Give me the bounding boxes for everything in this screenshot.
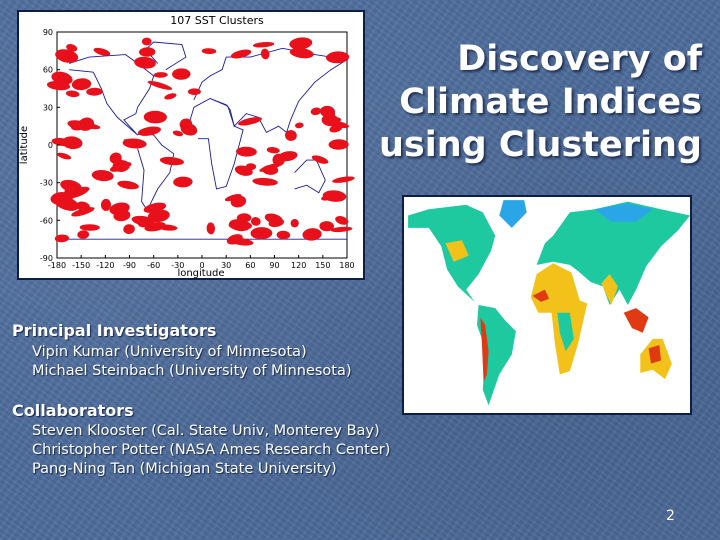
sst-clusters-figure [17, 10, 365, 280]
sst-plot-title: 107 SST Clusters [170, 14, 264, 27]
title-line-3: using Clustering [378, 125, 702, 165]
investigator-1: Vipin Kumar (University of Minnesota) [32, 344, 307, 360]
principal-investigators-heading: Principal Investigators [12, 321, 217, 340]
y-tick-label: 0 [47, 141, 53, 150]
x-tick-label: 90 [269, 261, 280, 270]
collaborator-1: Steven Klooster (Cal. State Univ, Monterey Bay) [32, 423, 380, 439]
world-map-image [404, 197, 690, 413]
x-tick-label: -60 [147, 261, 161, 270]
title-line-1: Discovery of [457, 39, 702, 79]
x-tick-label: -120 [96, 261, 115, 270]
y-tick-label: 90 [42, 28, 53, 37]
y-tick-label: -90 [39, 254, 53, 263]
x-tick-label: 30 [221, 261, 232, 270]
x-tick-label: 120 [291, 261, 307, 270]
climate-index-map [402, 195, 692, 415]
investigator-2: Michael Steinbach (University of Minnesota) [32, 363, 352, 379]
sst-clusters-plot [19, 12, 363, 278]
slide-title [362, 38, 702, 167]
x-tick-label: -90 [122, 261, 137, 270]
collaborators-heading: Collaborators [12, 401, 134, 420]
sst-cluster [188, 88, 201, 95]
y-axis-label: latitude [19, 125, 30, 165]
title-line-2: Climate Indices [399, 82, 702, 122]
slide-number: 2 [666, 508, 675, 524]
x-tick-label: 0 [199, 261, 205, 270]
y-tick-label: -30 [39, 178, 53, 188]
collaborator-3: Pang-Ning Tan (Michigan State University) [32, 461, 337, 477]
y-tick-label: 60 [42, 65, 53, 75]
y-tick-label: 30 [42, 103, 53, 113]
collaborator-2: Christopher Potter (NASA Ames Research Center) [32, 442, 391, 458]
x-tick-label: -30 [171, 261, 185, 270]
x-tick-label: -150 [72, 261, 91, 270]
y-tick-label: -60 [39, 216, 53, 226]
x-tick-label: 180 [339, 261, 355, 270]
x-axis-label: longitude [177, 268, 225, 278]
x-tick-label: -180 [47, 261, 67, 270]
x-tick-label: 150 [315, 261, 331, 270]
sst-plot-area [57, 32, 347, 258]
x-tick-label: 60 [245, 261, 256, 270]
